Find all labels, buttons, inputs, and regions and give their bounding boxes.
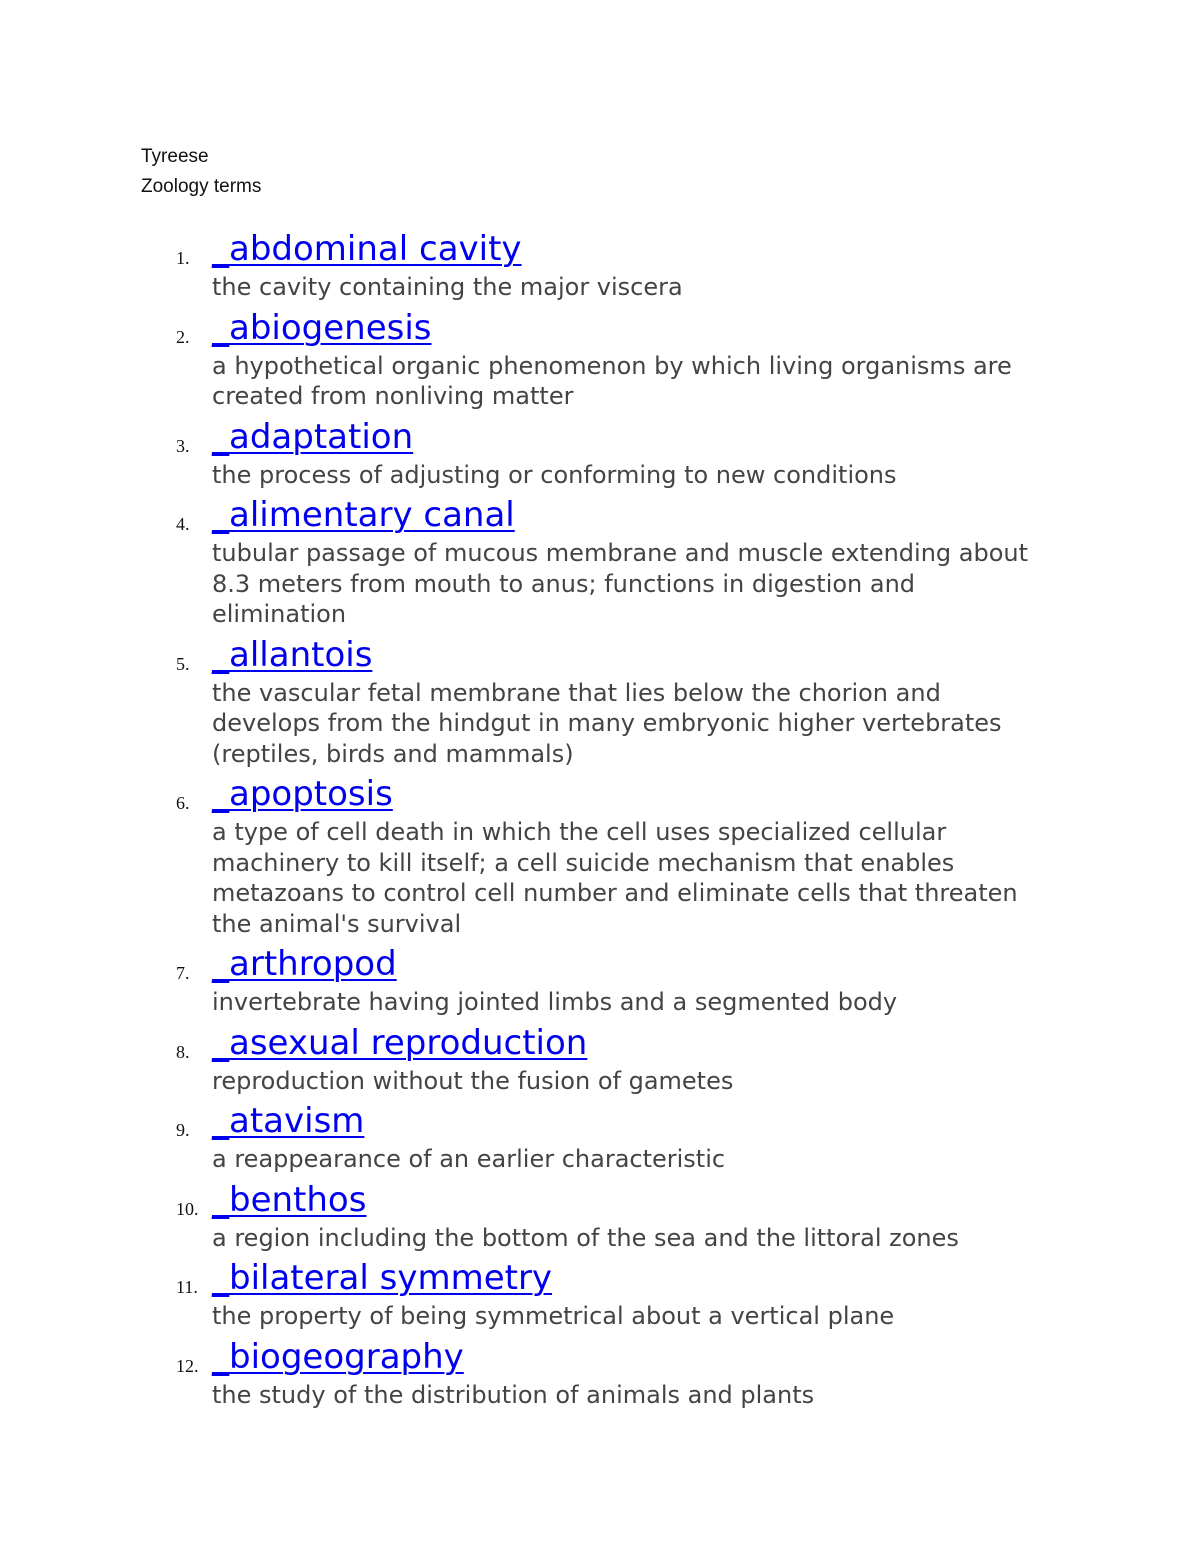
term-link[interactable]: _allantois bbox=[212, 634, 373, 675]
item-number: 6. bbox=[176, 793, 190, 813]
list-item bbox=[0, 492, 1200, 630]
item-number: 12. bbox=[176, 1355, 199, 1376]
list-item bbox=[0, 941, 1200, 1018]
list-item bbox=[0, 1020, 1200, 1097]
term-link[interactable]: _asexual reproduction bbox=[212, 1022, 588, 1063]
term-link[interactable]: _adaptation bbox=[212, 416, 414, 457]
document-header bbox=[141, 142, 261, 202]
list-item bbox=[0, 226, 1200, 303]
item-number: 5. bbox=[176, 653, 190, 674]
list-item bbox=[0, 305, 1200, 412]
term-definition: a hypothetical organic phenomenon by which living organisms are created from nonliving matter bbox=[212, 351, 1012, 410]
term-link[interactable]: _benthos bbox=[212, 1179, 367, 1220]
list-item bbox=[0, 771, 1200, 939]
item-number: 9. bbox=[176, 1120, 190, 1140]
list-item bbox=[0, 1177, 1200, 1254]
term-link[interactable]: _biogeography bbox=[212, 1336, 464, 1377]
term-definition: reproduction without the fusion of gametes bbox=[212, 1066, 734, 1095]
term-definition: a type of cell death in which the cell uses specialized cellular machinery to kill itself; a cell suicide mechanism that enables metazoans to control cell number and eliminate cells that threaten the animal's survival bbox=[212, 818, 1018, 938]
item-number: 4. bbox=[176, 514, 190, 534]
item-number: 7. bbox=[176, 963, 190, 983]
list-item bbox=[0, 1334, 1200, 1411]
term-definition: the vascular fetal membrane that lies below the chorion and develops from the hindgut in many embryonic higher vertebrates (reptiles, birds and mammals) bbox=[212, 678, 1002, 768]
document-subtitle: Zoology terms bbox=[141, 176, 262, 197]
item-number: 1. bbox=[176, 248, 190, 268]
item-number: 8. bbox=[176, 1041, 190, 1062]
term-definition: a region including the bottom of the sea and the littoral zones bbox=[212, 1223, 959, 1252]
term-link[interactable]: _bilateral symmetry bbox=[212, 1258, 553, 1298]
term-definition: the process of adjusting or conforming to new conditions bbox=[212, 460, 897, 489]
author-name: Tyreese bbox=[141, 146, 209, 167]
term-link[interactable]: _atavism bbox=[212, 1101, 365, 1141]
term-definition: a reappearance of an earlier characteristic bbox=[212, 1145, 726, 1173]
item-number: 2. bbox=[176, 326, 190, 347]
list-item bbox=[0, 632, 1200, 770]
list-item bbox=[0, 414, 1200, 491]
item-number: 3. bbox=[176, 435, 190, 456]
item-number: 11. bbox=[176, 1277, 198, 1297]
term-link[interactable]: _abiogenesis bbox=[212, 307, 432, 348]
list-item bbox=[0, 1098, 1200, 1175]
list-item bbox=[0, 1255, 1200, 1332]
term-definition: invertebrate having jointed limbs and a segmented body bbox=[212, 988, 898, 1016]
item-number: 10. bbox=[176, 1198, 199, 1219]
term-definition: tubular passage of mucous membrane and muscle extending about 8.3 meters from mouth to anus; functions in digestion and elimination bbox=[212, 539, 1029, 628]
term-link[interactable]: _arthropod bbox=[212, 944, 397, 984]
term-definition: the property of being symmetrical about a vertical plane bbox=[212, 1302, 895, 1330]
term-link[interactable]: _abdominal cavity bbox=[212, 229, 522, 269]
term-definition: the cavity containing the major viscera bbox=[212, 273, 683, 301]
term-definition: the study of the distribution of animals and plants bbox=[212, 1380, 815, 1409]
term-link[interactable]: _apoptosis bbox=[212, 774, 393, 814]
terms-list bbox=[0, 226, 1200, 1412]
term-link[interactable]: _alimentary canal bbox=[212, 495, 515, 535]
